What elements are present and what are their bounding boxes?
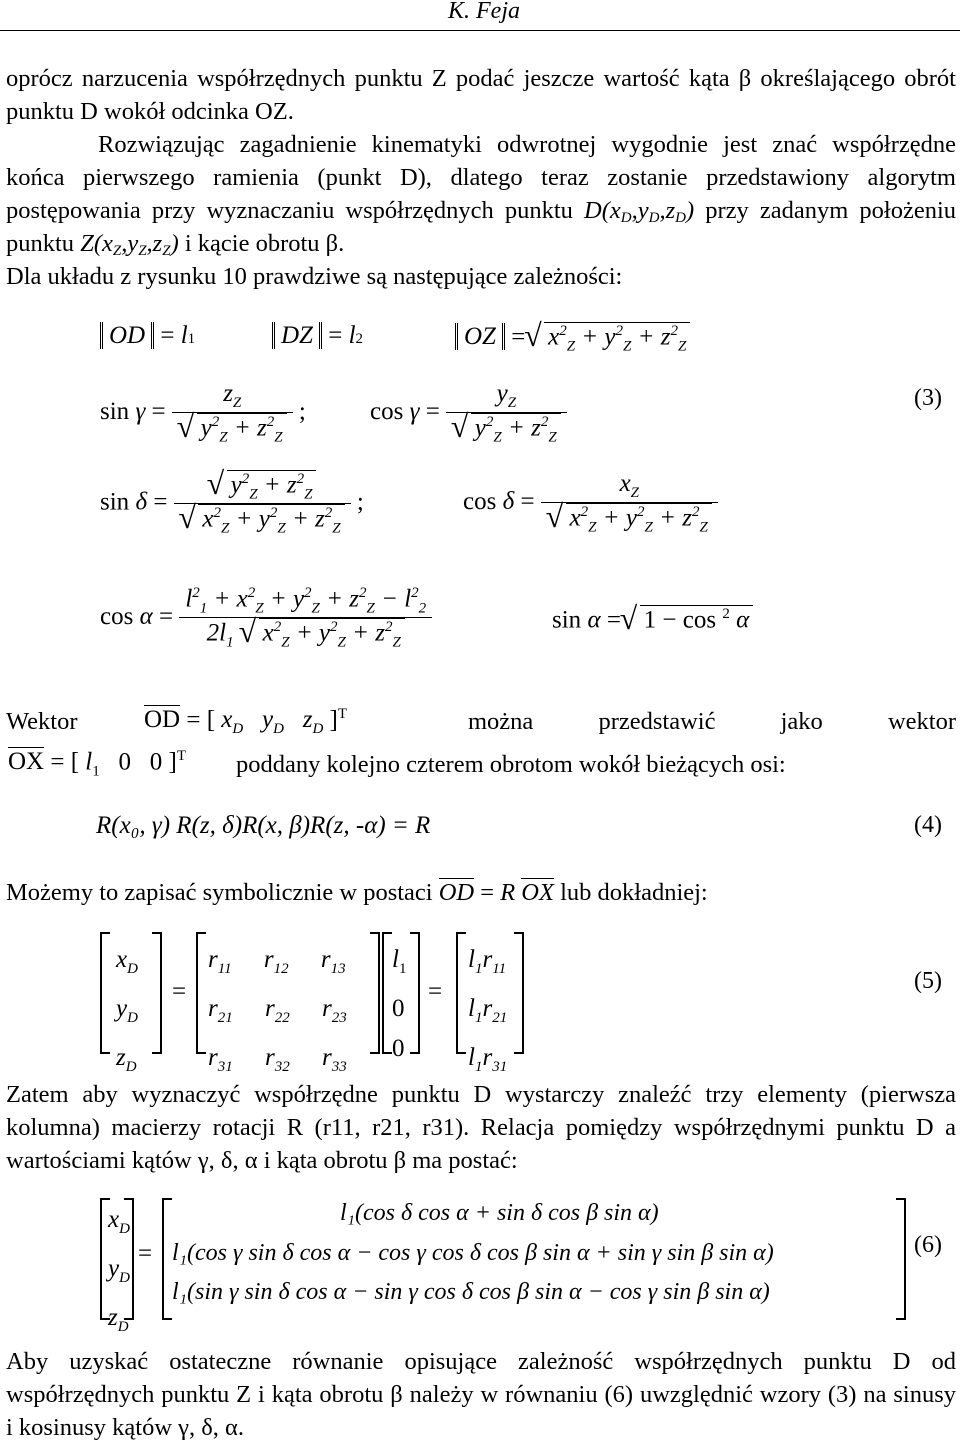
- norm-dz: DZ = l2: [272, 322, 363, 350]
- paragraph-1: oprócz narzucenia współrzędnych punktu Z podać jeszcze wartość kąta β określającego obrót punktu D wokół odcinka OZ.: [6, 65, 956, 125]
- equation-number-6: (6): [914, 1232, 942, 1258]
- wektor-rest: można przedstawić jako wektor: [468, 708, 956, 735]
- paragraph-3: Dla układu z rysunku 10 prawdziwe są następujące zależności:: [6, 263, 623, 290]
- wektor-line-2: poddany kolejno czterem obrotom wokół bieżących osi:: [236, 751, 786, 778]
- paragraph-zatem: Zatem aby wyznaczyć współrzędne punktu D wystarczy znaleźć trzy elementy (pierwsza kolumna) macierzy rotacji R (r11, r21, r31). Relacja pomiędzy współrzędnymi punktu D a wartościami kątów γ, δ, α i kąta obrotu β ma postać:: [6, 1081, 956, 1174]
- vector-od: OD = [ $x_D$ $y_D$ $z_D$ ]$^T$: [144, 706, 348, 738]
- paragraph-aby: Aby uzyskać ostateczne równanie opisujące zależność współrzędnych punktu D od współrzędnych punktu Z i kąta obrotu β należy w równaniu (6) uwzględnić wzory (3) na sinusy i kosinusy kątów γ, δ, α.: [6, 1348, 956, 1441]
- sin-delta-eq: sin δ = √ $y^2_Z + z^2_Z$ √ $x^2_Z + y^2_Z + z^2_Z$ ;: [100, 470, 364, 538]
- cos-delta-eq: cos δ = $x_Z$ √ $x^2_Z + y^2_Z + z^2_Z$: [463, 470, 718, 536]
- cos-alpha-eq: cos α = $\frac{l^2_1 + x^2_Z + y^2_Z + z^2_Z - l^2_2}{2l_1 √ x^2_Z + y^2_Z + z^2_Z}$: [100, 585, 432, 652]
- paragraph-2: Rozwiązując zagadnienie kinematyki odwrotnej wygodnie jest znać współrzędne końca pierwszego ramienia (punkt D), dlatego teraz zostanie przedstawiony algorytm postępowania przy wyznaczaniu współrzędnych punktu $D(x_D,y_D,z_D)$ przy zadanym położeniu punktu $Z(x_Z,y_Z,z_Z)$ i kącie obrotu β.: [6, 131, 957, 259]
- equation-number-5: (5): [914, 968, 942, 994]
- equation-4: R(x₀, γ) R(z, δ)R(x, β)R(z, -α) = R: [96, 812, 431, 839]
- equation-number-4: (4): [914, 812, 942, 838]
- vector-ox: OX = [ $l_1$ 0 0 ]$^T$: [8, 748, 186, 780]
- equation-number-3: (3): [914, 385, 942, 411]
- eq6-row-3: l₁(sin γ sin δ cos α − sin γ cos δ cos β sin α − cos γ sin β sin α): [172, 1279, 770, 1305]
- eq6-row-1: l₁(cos δ cos α + sin δ cos β sin α): [340, 1200, 659, 1226]
- norm-oz: OZ = √ $x^2_Z + y^2_Z + z^2_Z$: [455, 322, 690, 355]
- page-header: K. Feja: [448, 0, 520, 24]
- wektor-line: Wektor: [6, 708, 78, 735]
- header-rule: [0, 30, 960, 31]
- sin-gamma-eq: sin γ = $z_Z$ √ $y^2_Z + z^2_Z$ ;: [100, 380, 306, 446]
- mozemy-line: Możemy to zapisać symbolicznie w postaci OD = R OX lub dokładniej:: [6, 879, 708, 906]
- sin-alpha-eq: sin α = √ 1 − cos $^2$ α: [552, 605, 753, 634]
- norm-od: OD = l1: [100, 322, 195, 350]
- cos-gamma-eq: cos γ = $y_Z$ √ $y^2_Z + z^2_Z$: [370, 380, 567, 446]
- eq6-row-2: l₁(cos γ sin δ cos α − cos γ cos δ cos β sin α + sin γ sin β sin α): [172, 1240, 774, 1266]
